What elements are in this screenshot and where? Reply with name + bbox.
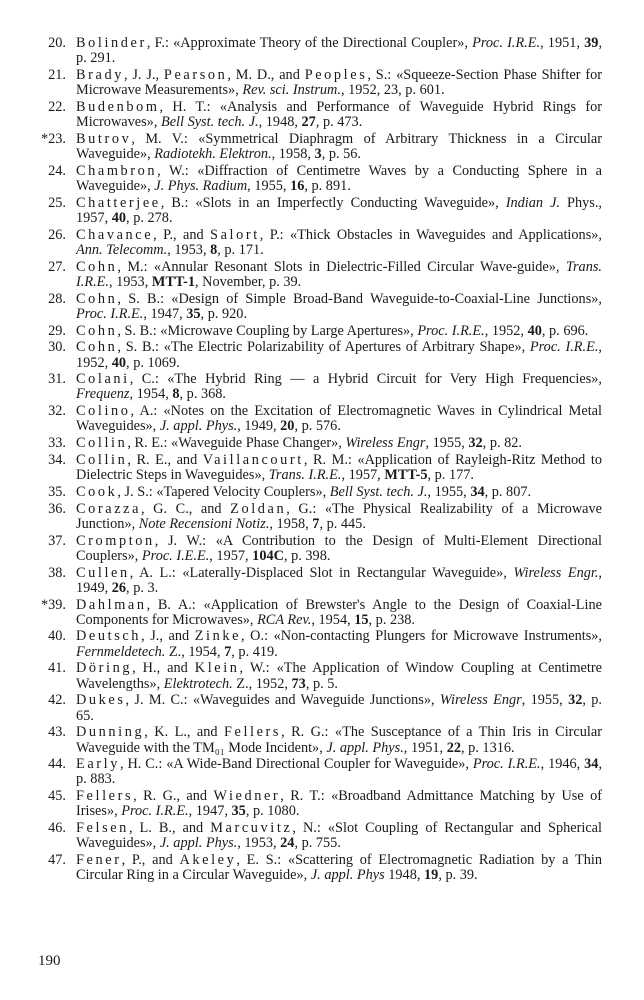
reference-entry <box>20 534 602 564</box>
reference-number: 34. <box>48 451 66 468</box>
reference-text <box>76 533 602 564</box>
citation-text: , M. V.: «Symmetrical Diaphragm of Arbitrary Thickness in a Circular Waveguide», <box>76 130 602 163</box>
citation-text: , p. 920. <box>200 305 248 322</box>
citation-text: , A.: «Notes on the Excitation of Electromagnetic Waves in Cylindrical Metal Waveguides», <box>76 403 602 435</box>
author-name: Dukes <box>76 692 126 709</box>
reference-entry <box>20 789 602 819</box>
citation-text: , W.: «The Application of Window Coupling at Centimetre Wavelengths», <box>76 660 602 692</box>
reference-text <box>76 484 531 500</box>
citation-text: , November, p. 39. <box>195 273 302 290</box>
reference-number: 28. <box>48 290 66 307</box>
volume-number: 7 <box>312 515 320 532</box>
journal-title: Rev. sci. Instrum. <box>242 82 341 99</box>
journal-title: J. appl. Phys. <box>159 835 238 852</box>
volume-number: 35 <box>231 803 246 820</box>
reference-entry <box>20 757 602 787</box>
reference-text <box>76 371 602 402</box>
author-name: Cook <box>76 483 118 500</box>
author-name: Crompton <box>76 532 155 549</box>
volume-number: 34 <box>470 483 485 500</box>
author-name: Early <box>76 756 120 773</box>
author-name: Chambron <box>76 162 158 179</box>
author-name: Pearson <box>163 66 228 83</box>
page-number: 190 <box>38 953 61 969</box>
volume-number: 40 <box>111 354 127 371</box>
citation-text: , H. T.: «Analysis and Performance of Waveguide Hybrid Rings for Microwaves», <box>76 98 602 131</box>
reference-number: 27. <box>48 258 66 275</box>
citation-text: , 1954, <box>129 386 173 403</box>
citation-text: , 1955, <box>521 692 569 709</box>
citation-text: , 1955, <box>247 178 291 195</box>
reference-number: 47. <box>48 852 66 869</box>
author-name: Budenbom <box>76 98 160 115</box>
reference-entry <box>20 502 602 532</box>
author-name: Salort <box>210 226 260 243</box>
author-name: Fener <box>76 852 122 869</box>
reference-entry <box>20 260 602 290</box>
reference-number: 26. <box>48 226 66 243</box>
author-name: Fellers <box>76 788 134 805</box>
journal-title: Radiotekh. Elektron. <box>154 146 272 163</box>
reference-entry <box>20 821 602 851</box>
reference-number: 40. <box>48 628 66 645</box>
reference-number: 36. <box>48 500 66 517</box>
citation-text: , P.: «Thick Obstacles in Waveguides and Applications», <box>259 226 602 243</box>
volume-number: 3 <box>314 146 322 163</box>
citation-text: , P., and <box>121 852 180 869</box>
reference-number: 30. <box>48 339 66 356</box>
reference-entry <box>20 132 602 162</box>
citation-text: , 1952, 23, p. 601. <box>340 82 445 99</box>
citation-text: , R. G.: «The Susceptance of a Thin Iris in Circular Waveguide with the TM₀₁ Mode Incident», <box>76 724 602 756</box>
citation-text: , p. 238. <box>368 611 415 628</box>
reference-entry <box>20 164 602 194</box>
reference-number: *23. <box>40 130 66 147</box>
journal-title: Elektrotech. <box>163 675 233 692</box>
reference-entry <box>20 292 602 322</box>
reference-text <box>76 403 602 434</box>
citation-text: , E. S.: «Scattering of Electromagnetic Radiation by a Thin Circular Ring in a Circular Waveguide», <box>76 852 602 884</box>
reference-text <box>76 452 602 483</box>
citation-text: , O.: «Non-contacting Plungers for Microwave Instruments», <box>241 628 602 645</box>
journal-title: Trans. I.R.E. <box>268 467 342 484</box>
citation-text: , 1949, <box>76 564 602 596</box>
citation-text: , 1957, <box>341 467 385 484</box>
citation-text: , R. T.: «Broadband Admittance Matching by Use of Irises», <box>76 788 602 820</box>
reference-number: 32. <box>48 403 66 420</box>
citation-text: , K. L., and <box>144 724 224 741</box>
citation-text: , 1952, <box>76 339 602 371</box>
journal-title: Proc. I.R.E. <box>472 35 541 51</box>
citation-text: , 1951, <box>540 35 585 51</box>
citation-text: , B.: «Slots in an Imperfectly Conducting Waveguide», <box>160 194 506 211</box>
journal-title: Proc. I.R.E. <box>529 339 599 356</box>
citation-text: , P., and <box>153 226 211 243</box>
reference-text <box>76 435 522 451</box>
citation-text: , p. 5. <box>305 675 338 692</box>
author-name: Zinke <box>194 628 242 645</box>
reference-number: 41. <box>48 660 66 677</box>
reference-entry <box>20 100 602 130</box>
citation-text: , p. 398. <box>283 547 331 564</box>
citation-text: , p. 696. <box>541 322 589 339</box>
journal-title: Frequenz <box>76 386 130 403</box>
reference-entry <box>20 725 602 755</box>
author-name: Chavance <box>76 226 154 243</box>
author-name: Peoples <box>304 66 368 83</box>
citation-text: , 1954, <box>311 611 355 628</box>
reference-entry <box>20 453 602 483</box>
citation-text: , J. J., <box>123 66 164 83</box>
citation-text: , N.: «Slot Coupling of Rectangular and Spherical Waveguides», <box>76 820 602 852</box>
journal-title: Wireless Engr <box>439 692 522 709</box>
journal-title: Proc. I.R.E. <box>121 803 189 820</box>
citation-text: , p. 807. <box>484 483 532 500</box>
reference-number: 21. <box>48 66 66 83</box>
citation-text: , 1955, <box>425 435 469 452</box>
citation-text: , p. 473. <box>315 114 363 131</box>
citation-text: Phys., 1957, <box>76 194 602 226</box>
citation-text: Z., 1954, <box>165 643 225 660</box>
author-name: Cullen <box>76 564 130 581</box>
author-name: Cohn <box>76 290 118 307</box>
reference-text <box>76 692 602 723</box>
journal-title: Trans. I.R.E. <box>76 258 602 290</box>
volume-number: 27 <box>301 114 316 131</box>
reference-number: *39. <box>40 596 66 613</box>
reference-entry <box>20 693 602 723</box>
reference-entry <box>20 661 602 691</box>
reference-number: 20. <box>48 35 66 51</box>
author-name: Brady <box>76 66 124 83</box>
author-name: Bolinder <box>76 35 147 51</box>
reference-text <box>76 323 588 339</box>
citation-text: , W.: «Diffraction of Centimetre Waves by a Conducting Sphere in a Waveguide», <box>76 162 602 195</box>
citation-text: , 1958, <box>269 515 313 532</box>
author-name: Döring <box>76 660 133 677</box>
reference-number: 44. <box>48 756 66 773</box>
reference-text <box>76 565 602 596</box>
journal-title: Fernmeldetech. <box>76 643 166 660</box>
volume-number: 26 <box>111 579 127 596</box>
reference-text <box>76 660 602 691</box>
volume-number: 15 <box>354 611 369 628</box>
reference-text <box>76 852 602 883</box>
citation-text: , S. B.: «Microwave Coupling by Large Apertures», <box>117 322 418 339</box>
citation-text: , 1946, <box>540 756 585 773</box>
reference-number: 42. <box>48 692 66 709</box>
reference-entry <box>20 853 602 883</box>
reference-text <box>76 339 602 370</box>
citation-text: , p. 177. <box>427 467 474 484</box>
citation-text: , 1947, <box>143 305 187 322</box>
author-name: Cohn <box>76 339 118 356</box>
author-name: Wiedner <box>213 788 281 805</box>
volume-number: 16 <box>290 178 305 195</box>
citation-text: , M. D., and <box>227 66 305 83</box>
citation-text: , p. 445. <box>319 515 366 532</box>
reference-text <box>76 724 602 755</box>
journal-title: J. appl. Phys <box>310 867 385 884</box>
citation-text: Z., 1952, <box>232 675 292 692</box>
reference-number: 35. <box>48 483 66 500</box>
author-name: Klein <box>194 660 240 677</box>
author-name: Collin <box>76 451 128 468</box>
reference-entry <box>20 36 602 66</box>
volume-number: MTT-5 <box>384 467 428 484</box>
reference-number: 33. <box>48 435 66 452</box>
volume-number: 24 <box>280 835 295 852</box>
citation-text: , H., and <box>132 660 195 677</box>
citation-text: , p. 56. <box>321 146 362 163</box>
reference-text <box>76 291 602 322</box>
citation-text: , 1953, <box>167 241 211 258</box>
reference-entry <box>20 372 602 402</box>
author-name: Deutsch <box>76 628 142 645</box>
reference-text <box>76 131 602 162</box>
reference-text <box>76 195 602 226</box>
volume-number: 104C <box>252 547 284 564</box>
author-name: Dunning <box>76 724 145 741</box>
citation-text: , S. B.: «Design of Simple Broad-Band Waveguide-to-Coaxial-Line Junctions», <box>117 290 602 307</box>
reference-text <box>76 163 602 194</box>
reference-text <box>76 99 602 130</box>
citation-text: , R. E., and <box>127 451 203 468</box>
citation-text: , 1951, <box>403 739 447 756</box>
citation-text: , A. L.: «Laterally-Displaced Slot in Rectangular Waveguide», <box>129 564 514 581</box>
reference-entry <box>20 68 602 98</box>
reference-entry <box>20 629 602 659</box>
citation-text: , S. B.: «The Electric Polarizability of Apertures of Arbitrary Shape», <box>117 339 530 356</box>
citation-text: , R. E.: «Waveguide Phase Changer», <box>127 435 346 452</box>
author-name: Colino <box>76 403 131 420</box>
volume-number: 34 <box>584 756 599 773</box>
reference-number: 43. <box>48 724 66 741</box>
reference-entry <box>20 228 602 258</box>
reference-entry <box>20 324 602 339</box>
reference-number: 45. <box>48 788 66 805</box>
citation-text: 1948, <box>384 867 425 884</box>
citation-text: , 1947, <box>188 803 232 820</box>
citation-text: , M.: «Annular Resonant Slots in Dielectric-Filled Circular Wave-guide», <box>117 258 566 275</box>
reference-entry <box>20 436 602 451</box>
volume-number: 8 <box>172 386 180 403</box>
citation-text: , p. 755. <box>294 835 341 852</box>
reference-text <box>76 788 602 819</box>
journal-title: Proc. I.E.E. <box>141 547 210 564</box>
citation-text: , R. G., and <box>133 788 214 805</box>
citation-text: , J. W.: «A Contribution to the Design of Multi-Element Directional Couplers», <box>76 532 602 564</box>
volume-number: 39 <box>584 35 599 51</box>
citation-text: , 1957, <box>209 547 253 564</box>
citation-text: , p. 171. <box>217 241 264 258</box>
citation-text: , p. 65. <box>76 692 602 724</box>
citation-text: , p. 419. <box>231 643 278 660</box>
citation-text: , 1949, <box>237 418 281 435</box>
citation-text: , F.: «Approximate Theory of the Directional Coupler», <box>146 35 473 51</box>
citation-text: , L. B., and <box>128 820 211 837</box>
reference-number: 25. <box>48 194 66 211</box>
reference-entry <box>20 340 602 370</box>
reference-text <box>76 820 602 851</box>
journal-title: Wireless Engr <box>345 435 426 452</box>
volume-number: MTT-1 <box>151 273 196 290</box>
journal-title: Indian J. <box>505 194 561 211</box>
citation-text: , p. 368. <box>179 386 226 403</box>
author-name: Cohn <box>76 258 118 275</box>
volume-number: 40 <box>111 209 127 226</box>
reference-text <box>76 756 602 787</box>
citation-text: , 1955, <box>427 483 471 500</box>
citation-text: , p. 1316. <box>460 739 515 756</box>
citation-text: , p. 291. <box>76 35 603 67</box>
citation-text: , p. 39. <box>438 867 478 884</box>
citation-text: , J. M. C.: «Waveguides and Waveguide Junctions», <box>125 692 440 709</box>
reference-list <box>20 36 602 885</box>
author-name: Vaillancourt <box>202 451 304 468</box>
reference-number: 22. <box>48 98 66 115</box>
author-name: Chatterjee <box>76 194 161 211</box>
reference-number: 46. <box>48 820 66 837</box>
citation-text: , p. 82. <box>482 435 522 452</box>
journal-title: J. appl. Phys. <box>326 739 404 756</box>
author-name: Cohn <box>76 322 118 339</box>
reference-text <box>76 227 602 258</box>
volume-number: 22 <box>446 739 461 756</box>
author-name: Corazza <box>76 500 142 517</box>
reference-number: 37. <box>48 532 66 549</box>
citation-text: , p. 3. <box>126 579 159 596</box>
citation-text: , p. 576. <box>294 418 341 435</box>
volume-number: 7 <box>224 643 232 660</box>
author-name: Butrov <box>76 130 132 147</box>
citation-text: , G. C., and <box>141 500 231 517</box>
citation-text: , p. 883. <box>76 756 603 788</box>
reference-entry <box>20 485 602 500</box>
journal-title: Proc. I.R.E. <box>76 305 144 322</box>
journal-title: J. Phys. Radium <box>154 178 248 195</box>
reference-text <box>76 597 602 628</box>
citation-text: , p. 891. <box>304 178 351 195</box>
author-name: Felsen <box>76 820 129 837</box>
volume-number: 40 <box>527 322 542 339</box>
citation-text: , 1948, <box>258 114 302 131</box>
volume-number: 8 <box>210 241 218 258</box>
author-name: Dahlman <box>76 596 147 613</box>
journal-title: Note Recensioni Notiz. <box>138 515 270 532</box>
volume-number: 73 <box>291 675 306 692</box>
reference-entry <box>20 404 602 434</box>
citation-text: , 1952, <box>484 322 528 339</box>
journal-title: Proc. I.R.E. <box>417 322 485 339</box>
author-name: Zoldan <box>230 500 287 517</box>
author-name: Akeley <box>179 852 237 869</box>
volume-number: 32 <box>468 435 483 452</box>
author-name: Marcuvitz <box>210 820 293 837</box>
citation-text: , 1953, <box>237 835 281 852</box>
reference-number: 24. <box>48 162 66 179</box>
citation-text: , J. S.: «Tapered Velocity Couplers», <box>117 483 330 500</box>
citation-text: , p. 1069. <box>126 354 180 371</box>
citation-text: , R. M.: «Application of Rayleigh-Ritz Method to Dielectric Steps in Waveguides», <box>76 451 602 484</box>
reference-entry <box>20 598 602 628</box>
citation-text: , H. C.: «A Wide-Band Directional Coupler for Waveguide», <box>119 756 473 773</box>
citation-text: , B. A.: «Application of Brewster's Angle to the Design of Coaxial-Line Components for Microwaves», <box>76 596 602 628</box>
volume-number: 35 <box>186 305 201 322</box>
reference-text <box>76 259 602 290</box>
journal-title: Bell Syst. tech. J. <box>160 114 259 131</box>
citation-text: , 1953, <box>108 273 152 290</box>
citation-text: , p. 278. <box>126 209 173 226</box>
citation-text: , p. 1080. <box>245 803 300 820</box>
reference-number: 31. <box>48 371 66 388</box>
reference-number: 38. <box>48 564 66 581</box>
citation-text: , C.: «The Hybrid Ring — a Hybrid Circuit for Very High Frequencies», <box>129 371 602 388</box>
author-name: Colani <box>76 371 130 388</box>
citation-text: , G.: «The Physical Realizability of a Microwave Junction», <box>76 500 602 532</box>
reference-entry <box>20 196 602 226</box>
citation-text: , S.: «Squeeze-Section Phase Shifter for Microwave Measurements», <box>76 66 602 99</box>
volume-number: 20 <box>280 418 295 435</box>
journal-title: RCA Rev. <box>257 611 312 628</box>
journal-title: Wireless Engr. <box>513 564 599 581</box>
volume-number: 32 <box>568 692 583 709</box>
author-name: Collin <box>76 435 128 452</box>
reference-text <box>76 628 602 659</box>
reference-text <box>76 35 602 66</box>
reference-entry <box>20 566 602 596</box>
reference-number: 29. <box>48 322 66 339</box>
citation-text: , 1958, <box>271 146 315 163</box>
journal-title: Ann. Telecomm. <box>76 241 168 258</box>
author-name: Fellers <box>223 724 282 741</box>
journal-title: Proc. I.R.E. <box>472 756 541 773</box>
journal-title: Bell Syst. tech. J. <box>329 483 428 500</box>
volume-number: 19 <box>424 867 439 884</box>
journal-title: J. appl. Phys. <box>159 418 238 435</box>
reference-text <box>76 67 602 98</box>
reference-text <box>76 501 602 532</box>
citation-text: , J., and <box>141 628 195 645</box>
